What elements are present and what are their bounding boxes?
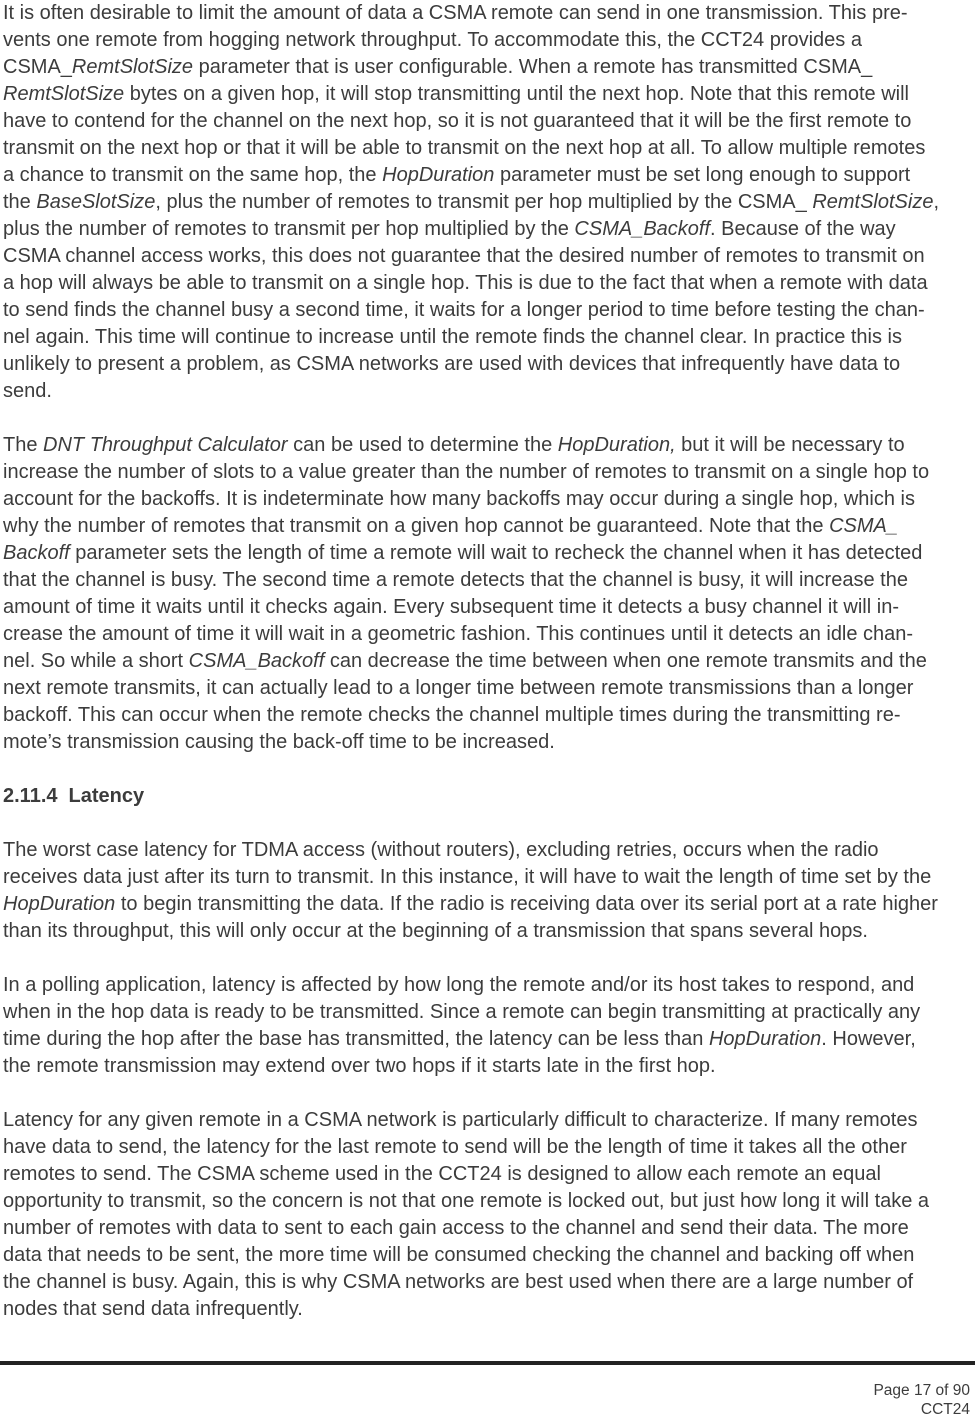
text-line: data that needs to be sent, the more time will be consumed checking the channel and backing off when — [3, 1244, 915, 1266]
text-line: that the channel is busy. The second time a remote detects that the channel is busy, it will increase the — [3, 569, 908, 591]
text-line: next remote transmits, it can actually lead to a longer time between remote transmissions than a longer — [3, 677, 914, 699]
text-line: unlikely to present a problem, as CSMA networks are used with devices that infrequently have data to — [3, 353, 901, 375]
text-line: vents one remote from hogging network throughput. To accommodate this, the CCT24 provides a — [3, 29, 862, 51]
text-line: nodes that send data infrequently. — [3, 1298, 303, 1320]
footer-rule — [0, 1361, 975, 1365]
text-line: the BaseSlotSize, plus the number of remotes to transmit per hop multiplied by the CSMA_ RemtSlotSize, — [3, 191, 940, 213]
text-line: account for the backoffs. It is indeterminate how many backoffs may occur during a single hop, which is — [3, 488, 915, 510]
text-line: have to contend for the channel on the next hop, so it is not guaranteed that it will be the first remote to — [3, 110, 912, 132]
text-line: Latency for any given remote in a CSMA network is particularly difficult to characterize. If many remotes — [3, 1109, 918, 1131]
text-line: RemtSlotSize bytes on a given hop, it will stop transmitting until the next hop. Note that this remote will — [3, 83, 909, 105]
text-line: the remote transmission may extend over two hops if it starts late in the first hop. — [3, 1055, 716, 1077]
document-code-label: CCT24 — [920, 1401, 970, 1418]
text-line: HopDuration to begin transmitting the data. If the radio is receiving data over its serial port at a rate higher — [3, 893, 938, 915]
text-line: why the number of remotes that transmit on a given hop cannot be guaranteed. Note that the CSMA_ — [3, 515, 898, 537]
text-line: mote’s transmission causing the back-off time to be increased. — [3, 731, 555, 753]
text-line: nel. So while a short CSMA_Backoff can decrease the time between when one remote transmits and the — [3, 650, 927, 672]
paragraph-throughput-calculator — [3, 432, 975, 756]
text-line: The worst case latency for TDMA access (without routers), excluding retries, occurs when the radio — [3, 839, 879, 861]
page-number-label: Page 17 of 90 — [873, 1382, 970, 1399]
text-line: plus the number of remotes to transmit per hop multiplied by the CSMA_Backoff. Because of the way — [3, 218, 896, 240]
paragraph-tdma-latency — [3, 837, 975, 945]
text-line: It is often desirable to limit the amount of data a CSMA remote can send in one transmission. This pre- — [3, 2, 908, 24]
text-line: backoff. This can occur when the remote checks the channel multiple times during the transmitting re- — [3, 704, 901, 726]
paragraph-csma-latency — [3, 1107, 975, 1323]
text-line: have data to send, the latency for the last remote to send will be the length of time it takes all the other — [3, 1136, 907, 1158]
text-line: send. — [3, 380, 52, 402]
text-line: to send finds the channel busy a second time, it waits for a longer period to time before testing the chan- — [3, 299, 925, 321]
text-line: number of remotes with data to sent to each gain access to the channel and send their data. The more — [3, 1217, 909, 1239]
text-line: the channel is busy. Again, this is why CSMA networks are best used when there are a large number of — [3, 1271, 914, 1293]
text-line: amount of time it waits until it checks again. Every subsequent time it detects a busy channel it will in- — [3, 596, 899, 618]
section-heading — [3, 783, 975, 810]
paragraph-polling-latency — [3, 972, 975, 1080]
section-number: 2.11.4 — [3, 785, 58, 807]
text-line: remotes to send. The CSMA scheme used in the CCT24 is designed to allow each remote an equal — [3, 1163, 881, 1185]
footer-text — [0, 1381, 975, 1419]
text-line: than its throughput, this will only occur at the beginning of a transmission that spans several hops. — [3, 920, 868, 942]
text-line: Backoff parameter sets the length of time a remote will wait to recheck the channel when it has detected — [3, 542, 923, 564]
text-line: increase the number of slots to a value greater than the number of remotes to transmit on a single hop to — [3, 461, 930, 483]
text-line: The DNT Throughput Calculator can be used to determine the HopDuration, but it will be necessary to — [3, 434, 905, 456]
text-line: when in the hop data is ready to be transmitted. Since a remote can begin transmitting at practically any — [3, 1001, 921, 1023]
section-title: Latency — [68, 785, 145, 807]
text-line: CSMA_RemtSlotSize parameter that is user configurable. When a remote has transmitted CSMA_ — [3, 56, 873, 78]
text-line: crease the amount of time it will wait in a geometric fashion. This continues until it detects an idle chan- — [3, 623, 914, 645]
paragraph-csma-remtslotsize — [3, 0, 975, 405]
text-line: a hop will always be able to transmit on a single hop. This is due to the fact that when a remote with data — [3, 272, 928, 294]
text-line: nel again. This time will continue to increase until the remote finds the channel clear. In practice this is — [3, 326, 902, 348]
text-line: opportunity to transmit, so the concern is not that one remote is locked out, but just how long it will take a — [3, 1190, 930, 1212]
text-line: time during the hop after the base has transmitted, the latency can be less than HopDuration. However, — [3, 1028, 916, 1050]
text-line: transmit on the next hop or that it will be able to transmit on the next hop at all. To allow multiple remotes — [3, 137, 926, 159]
text-line: In a polling application, latency is affected by how long the remote and/or its host takes to respond, and — [3, 974, 915, 996]
text-line: CSMA channel access works, this does not guarantee that the desired number of remotes to transmit on — [3, 245, 925, 267]
text-line: a chance to transmit on the same hop, the HopDuration parameter must be set long enough to support — [3, 164, 911, 186]
page-footer — [0, 1361, 975, 1419]
text-line: receives data just after its turn to transmit. In this instance, it will have to wait the length of time set by the — [3, 866, 932, 888]
